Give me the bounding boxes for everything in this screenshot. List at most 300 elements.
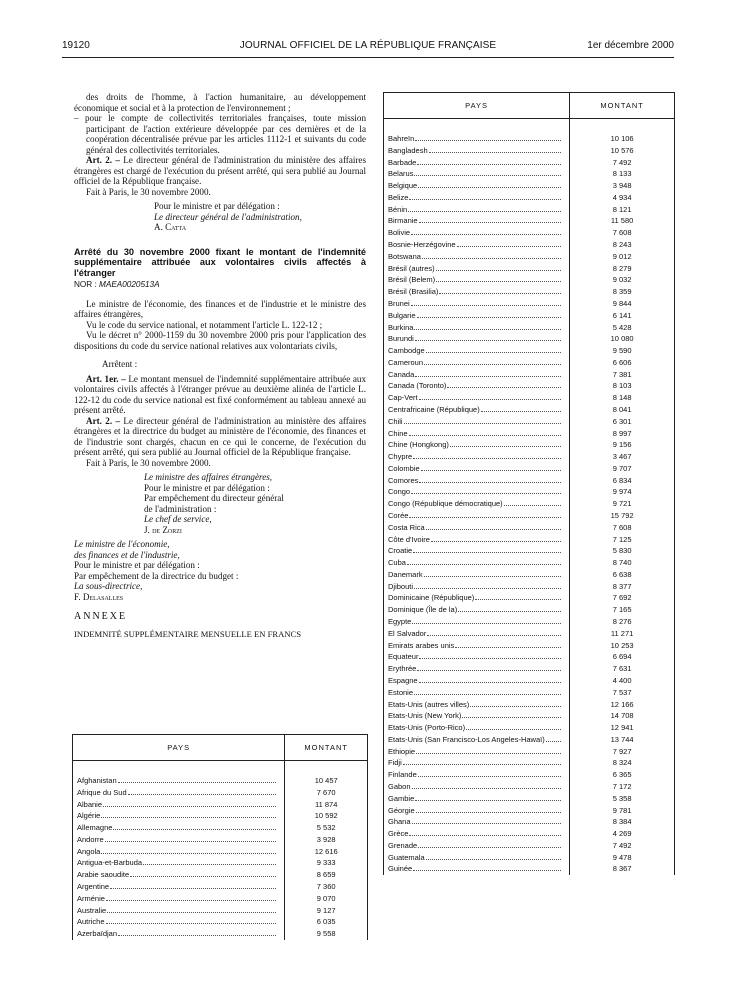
table-row bbox=[384, 404, 675, 416]
pays-name: Brunei bbox=[388, 298, 410, 308]
pays-name: Etats-Unis (New York) bbox=[388, 711, 462, 721]
montant-cell: 10 576 bbox=[610, 145, 634, 155]
table-row bbox=[73, 834, 368, 846]
montant-cell: 14 708 bbox=[610, 711, 634, 721]
dot-leader bbox=[412, 816, 562, 824]
montant-cell: 7 492 bbox=[612, 840, 632, 850]
pays-name: Guinée bbox=[388, 864, 413, 874]
pays-wrap bbox=[388, 486, 561, 498]
table-row bbox=[384, 769, 675, 781]
table-row bbox=[384, 628, 675, 640]
montant-cell: 6 694 bbox=[612, 652, 632, 662]
dot-leader bbox=[546, 734, 562, 742]
pays-wrap bbox=[77, 775, 276, 787]
pays-name: Dominicaine (République) bbox=[388, 593, 475, 603]
pays-cell bbox=[384, 663, 570, 675]
pays-name: Géorgie bbox=[388, 805, 415, 815]
pays-name: Finlande bbox=[388, 770, 417, 780]
dot-leader bbox=[128, 787, 277, 795]
sig-emp-1: Par empêchement du directeur général bbox=[144, 493, 284, 503]
pays-wrap bbox=[388, 274, 561, 286]
pays-wrap bbox=[77, 822, 276, 834]
pays-wrap bbox=[388, 428, 561, 440]
montant-cell: 7 608 bbox=[612, 522, 632, 532]
pays-name: Brésil (Brasilia) bbox=[388, 287, 439, 297]
pays-cell bbox=[73, 822, 285, 834]
montant-cell: 7 692 bbox=[612, 593, 632, 603]
table-row bbox=[73, 775, 368, 787]
pays-wrap bbox=[388, 687, 561, 699]
art1-label: Art. 1er. – bbox=[86, 373, 126, 384]
montant-cell: 10 592 bbox=[314, 811, 338, 821]
table-row bbox=[73, 787, 368, 799]
pays-cell bbox=[73, 857, 285, 869]
table-row bbox=[384, 392, 675, 404]
pays-cell bbox=[73, 916, 285, 928]
pays-cell bbox=[384, 227, 570, 239]
pays-name: Belize bbox=[388, 192, 409, 202]
montant-cell: 12 166 bbox=[610, 699, 634, 709]
dot-leader bbox=[439, 286, 561, 294]
pays-wrap bbox=[388, 168, 561, 180]
montant-cell: 5 428 bbox=[612, 322, 632, 332]
pays-wrap bbox=[388, 357, 561, 369]
pays-wrap bbox=[388, 557, 561, 569]
dot-leader bbox=[118, 775, 277, 783]
pays-wrap bbox=[388, 604, 561, 616]
dot-leader bbox=[422, 251, 561, 259]
pays-name: Cameroun bbox=[388, 357, 424, 367]
pays-cell bbox=[384, 746, 570, 758]
pays-name: Guatemala bbox=[388, 852, 425, 862]
pays-wrap bbox=[388, 510, 561, 522]
montant-cell: 9 558 bbox=[316, 929, 336, 939]
pays-cell bbox=[384, 710, 570, 722]
pays-cell bbox=[73, 893, 285, 905]
montant-cell: 8 359 bbox=[612, 287, 632, 297]
pays-name: Argentine bbox=[77, 882, 110, 892]
table-row bbox=[384, 192, 675, 204]
montant-cell: 9 707 bbox=[612, 463, 632, 473]
table-row bbox=[73, 881, 368, 893]
table-row bbox=[384, 616, 675, 628]
table-row bbox=[384, 840, 675, 852]
pays-name: Dominique (Île de la) bbox=[388, 605, 458, 615]
pays-wrap bbox=[388, 263, 561, 275]
montant-cell: 5 532 bbox=[316, 823, 336, 833]
dot-leader bbox=[414, 168, 561, 176]
pays-name: Andorre bbox=[77, 834, 104, 844]
table-row bbox=[384, 557, 675, 569]
pays-wrap bbox=[388, 699, 561, 711]
table-row bbox=[384, 746, 675, 758]
col-pays-header: PAYS bbox=[73, 735, 285, 761]
pays-wrap bbox=[388, 333, 561, 345]
pays-cell bbox=[384, 357, 570, 369]
table-row bbox=[384, 439, 675, 451]
pays-cell bbox=[73, 810, 285, 822]
montant-cell: 5 358 bbox=[612, 793, 632, 803]
prev-art2-text: Le directeur général de l'administration du ministère des affaires étrangères est chargé de l'exécution du présent arrêté, qui sera publié au Journal officiel de la République française. bbox=[74, 155, 367, 186]
montant-cell: 8 121 bbox=[612, 204, 632, 214]
pays-cell bbox=[384, 322, 570, 334]
montant-cell: 11 271 bbox=[610, 628, 634, 638]
dot-leader bbox=[409, 510, 561, 518]
dot-leader bbox=[408, 204, 561, 212]
montant-cell: 10 106 bbox=[610, 134, 634, 143]
pays-name: Fidji bbox=[388, 758, 402, 768]
dot-leader bbox=[415, 793, 561, 801]
pays-name: Chili bbox=[388, 416, 403, 426]
pays-cell bbox=[384, 286, 570, 298]
dot-leader bbox=[411, 227, 561, 235]
pays-cell bbox=[384, 369, 570, 381]
pays-wrap bbox=[388, 133, 561, 145]
dot-leader bbox=[413, 863, 561, 871]
dot-leader bbox=[470, 699, 561, 707]
table-row bbox=[384, 333, 675, 345]
pays-cell bbox=[384, 392, 570, 404]
arrete-p1: Le ministre de l'économie, des finances et de l'industrie et le ministre des affaires étrangères, bbox=[74, 298, 366, 319]
table-row bbox=[384, 180, 675, 192]
montant-cell: 9 127 bbox=[316, 905, 336, 915]
pays-name: Bénin bbox=[388, 204, 408, 214]
pays-name: Burundi bbox=[388, 334, 414, 344]
montant-cell: 6 834 bbox=[612, 475, 632, 485]
dot-leader bbox=[106, 916, 277, 924]
dot-leader bbox=[418, 180, 561, 188]
table-row bbox=[384, 604, 675, 616]
pays-name: Emirats arabes unis bbox=[388, 640, 455, 650]
dot-leader bbox=[107, 905, 276, 913]
montant-cell: 9 721 bbox=[612, 499, 632, 509]
montant-cell: 7 165 bbox=[612, 605, 632, 615]
pays-cell bbox=[384, 251, 570, 263]
prev-sig-3: A. Catta bbox=[154, 222, 187, 232]
pays-cell bbox=[384, 734, 570, 746]
pays-wrap bbox=[388, 840, 561, 852]
pays-wrap bbox=[388, 439, 561, 451]
montant-cell: 6 638 bbox=[612, 569, 632, 579]
page-header bbox=[62, 40, 674, 54]
pays-wrap bbox=[388, 404, 561, 416]
dot-leader bbox=[414, 322, 561, 330]
dot-leader bbox=[450, 439, 561, 447]
dot-leader bbox=[431, 534, 561, 542]
pays-wrap bbox=[77, 810, 276, 822]
pays-wrap bbox=[388, 369, 561, 381]
pays-name: Azerbaïdjan bbox=[77, 929, 118, 939]
pays-cell bbox=[384, 828, 570, 840]
table-row bbox=[384, 852, 675, 864]
dot-leader bbox=[426, 522, 562, 530]
dot-leader bbox=[413, 451, 561, 459]
pays-name: Belgique bbox=[388, 181, 418, 191]
pays-name: Chine (Hongkong) bbox=[388, 440, 449, 450]
dot-leader bbox=[419, 392, 562, 400]
pays-name: Gambie bbox=[388, 793, 415, 803]
pays-wrap bbox=[388, 663, 561, 675]
pays-cell bbox=[384, 722, 570, 734]
dot-leader bbox=[419, 475, 561, 483]
pays-name: Canada bbox=[388, 369, 415, 379]
pays-name: Grèce bbox=[388, 829, 409, 839]
dot-leader bbox=[436, 274, 561, 282]
pays-wrap bbox=[388, 816, 561, 828]
dot-leader bbox=[436, 263, 562, 271]
montant-cell: 8 997 bbox=[612, 428, 632, 438]
table-row bbox=[384, 522, 675, 534]
montant-cell: 8 133 bbox=[612, 169, 632, 179]
dot-leader bbox=[409, 828, 561, 836]
montant-cell: 6 035 bbox=[316, 917, 336, 927]
pays-name: Afrique du Sud bbox=[77, 787, 127, 797]
pays-name: Chypre bbox=[388, 452, 413, 462]
pays-cell bbox=[384, 687, 570, 699]
pays-name: El Salvador bbox=[388, 628, 427, 638]
pays-wrap bbox=[388, 757, 561, 769]
pays-wrap bbox=[388, 828, 561, 840]
pays-wrap bbox=[388, 451, 561, 463]
montant-cell: 4 269 bbox=[612, 829, 632, 839]
pays-wrap bbox=[77, 799, 276, 811]
prev-sig-2: Le directeur général de l'administration, bbox=[154, 211, 302, 222]
pays-wrap bbox=[388, 239, 561, 251]
montant-cell: 8 041 bbox=[612, 404, 632, 414]
pays-cell bbox=[384, 404, 570, 416]
pays-wrap bbox=[77, 834, 276, 846]
montant-cell: 7 172 bbox=[612, 781, 632, 791]
montant-cell: 4 934 bbox=[612, 192, 632, 202]
montant-cell: 13 744 bbox=[610, 734, 634, 744]
pays-name: Afghanistan bbox=[77, 776, 117, 785]
pays-name: Burkina bbox=[388, 322, 414, 332]
pays-wrap bbox=[388, 569, 561, 581]
table-row bbox=[384, 651, 675, 663]
table-row bbox=[384, 168, 675, 180]
pays-cell bbox=[384, 510, 570, 522]
montant-cell: 8 740 bbox=[612, 558, 632, 568]
arrete-fait: Fait à Paris, le 30 novembre 2000. bbox=[86, 457, 211, 468]
montant-cell: 5 830 bbox=[612, 546, 632, 556]
dot-leader bbox=[426, 852, 562, 860]
dot-leader bbox=[424, 569, 562, 577]
pays-name: Etats-Unis (San Francisco-Los Angeles-Hawaï) bbox=[388, 734, 545, 744]
pays-cell bbox=[73, 846, 285, 858]
pays-name: Angola bbox=[77, 846, 101, 856]
pays-name: Arabie saoudite bbox=[77, 870, 130, 880]
table-row bbox=[384, 545, 675, 557]
montant-cell: 8 276 bbox=[612, 617, 632, 627]
pays-name: Cuba bbox=[388, 558, 406, 568]
table-row bbox=[384, 239, 675, 251]
dot-leader bbox=[411, 486, 561, 494]
table-row bbox=[384, 133, 675, 145]
pays-cell bbox=[384, 769, 570, 781]
pays-wrap bbox=[388, 534, 561, 546]
table-row bbox=[73, 916, 368, 928]
pays-wrap bbox=[388, 192, 561, 204]
dot-leader bbox=[101, 810, 276, 818]
pays-cell bbox=[384, 133, 570, 145]
page-number: 19120 bbox=[62, 40, 90, 51]
pays-cell bbox=[384, 239, 570, 251]
table-row bbox=[384, 640, 675, 652]
dot-leader bbox=[475, 592, 561, 600]
montant-cell: 8 384 bbox=[612, 817, 632, 827]
pays-cell bbox=[384, 651, 570, 663]
sig-minister-1: Le ministre des affaires étrangères, bbox=[144, 472, 273, 482]
montant-cell: 8 367 bbox=[612, 864, 632, 874]
pays-cell bbox=[73, 787, 285, 799]
dot-leader bbox=[417, 663, 561, 671]
art1-text: Le montant mensuel de l'indemnité supplémentaire attribuée aux volontaires civils affectés à l'étranger prévue au deuxième alinéa de l'article L. 122-12 du code du service national est fixé conformément au tableau annexé au présent arrêté. bbox=[74, 373, 366, 415]
pays-name: Ethiopie bbox=[388, 746, 416, 756]
table-row bbox=[384, 498, 675, 510]
pays-name: Algérie bbox=[77, 811, 101, 821]
pays-wrap bbox=[77, 881, 276, 893]
pays-cell bbox=[384, 475, 570, 487]
dot-leader bbox=[418, 840, 561, 848]
pays-wrap bbox=[388, 392, 561, 404]
table-row bbox=[384, 451, 675, 463]
table-header-row bbox=[384, 93, 675, 119]
sig-chef: Le chef de service, bbox=[144, 514, 212, 524]
dot-leader bbox=[409, 428, 562, 436]
table-row bbox=[384, 569, 675, 581]
pays-cell bbox=[73, 834, 285, 846]
prev-art2-label: Art. 2. – bbox=[86, 155, 120, 165]
table-row bbox=[384, 510, 675, 522]
dot-leader bbox=[110, 881, 276, 889]
pays-name: Etats-Unis (Porto-Rico) bbox=[388, 723, 466, 733]
pays-wrap bbox=[388, 180, 561, 192]
pays-cell bbox=[384, 180, 570, 192]
montant-cell: 3 948 bbox=[612, 181, 632, 191]
montant-cell: 12 616 bbox=[314, 846, 338, 856]
pays-name: Chine bbox=[388, 428, 408, 438]
pays-cell bbox=[384, 333, 570, 345]
pays-name: Etats-Unis (autres villes) bbox=[388, 699, 470, 709]
pays-wrap bbox=[388, 628, 561, 640]
sig-deleg-1: Pour le ministre et par délégation : bbox=[144, 482, 270, 493]
nor-value: MAEA0020513A bbox=[99, 280, 160, 289]
dot-leader bbox=[455, 640, 561, 648]
pays-name: Australie bbox=[77, 905, 107, 915]
pays-name: Bahreïn bbox=[388, 134, 415, 143]
dot-leader bbox=[426, 345, 562, 353]
spacer-cell bbox=[73, 761, 285, 776]
pays-cell bbox=[384, 534, 570, 546]
table-row bbox=[73, 905, 368, 917]
montant-cell: 3 928 bbox=[316, 834, 336, 844]
pays-wrap bbox=[388, 710, 561, 722]
montant-cell: 6 606 bbox=[612, 357, 632, 367]
pays-wrap bbox=[388, 310, 561, 322]
pays-name: Brésil (Belem) bbox=[388, 275, 436, 285]
pays-cell bbox=[384, 310, 570, 322]
montant-cell: 12 941 bbox=[610, 723, 634, 733]
pays-wrap bbox=[388, 863, 561, 875]
pays-wrap bbox=[388, 852, 561, 864]
montant-cell: 9 032 bbox=[612, 275, 632, 285]
pays-cell bbox=[384, 522, 570, 534]
table-spacer-row bbox=[384, 119, 675, 134]
table-row bbox=[384, 699, 675, 711]
montant-cell: 6 301 bbox=[612, 416, 632, 426]
table-row bbox=[73, 928, 368, 940]
pays-name: Gabon bbox=[388, 781, 411, 791]
sig-minister-2: Le ministre de l'économie, bbox=[74, 539, 170, 549]
pays-name: Corée bbox=[388, 511, 409, 520]
montant-cell: 7 927 bbox=[612, 746, 632, 756]
dot-leader bbox=[414, 687, 561, 695]
sig-minister-2b: des finances et de l'industrie, bbox=[74, 549, 180, 560]
pays-cell bbox=[384, 463, 570, 475]
pays-name: Albanie bbox=[77, 799, 103, 809]
table-row bbox=[384, 215, 675, 227]
table-row bbox=[73, 822, 368, 834]
pays-cell bbox=[73, 905, 285, 917]
header-rule bbox=[62, 57, 674, 58]
pays-name: Centrafricaine (République) bbox=[388, 404, 480, 414]
spacer-cell bbox=[285, 761, 368, 776]
table-row bbox=[384, 274, 675, 286]
dot-leader bbox=[403, 757, 561, 765]
table-row bbox=[384, 828, 675, 840]
pays-name: Belarus bbox=[388, 169, 414, 179]
dot-leader bbox=[411, 298, 562, 306]
arrete-title: Arrêté du 30 novembre 2000 fixant le montant de l'indemnité supplémentaire attribuée aux volontaires civils affectés à l'étranger bbox=[74, 246, 366, 278]
article-2 bbox=[74, 416, 366, 458]
table-row bbox=[384, 722, 675, 734]
pays-cell bbox=[73, 799, 285, 811]
montant-cell: 9 333 bbox=[316, 858, 336, 868]
arrete-p3: Vu le décret n° 2000-1159 du 30 novembre 2000 pris pour l'application des dispositions du code du service national relatives aux volontariats civils, bbox=[74, 330, 366, 351]
montant-cell: 7 537 bbox=[612, 687, 632, 697]
nor-label: NOR : bbox=[74, 280, 97, 289]
pays-cell bbox=[384, 451, 570, 463]
pays-wrap bbox=[388, 215, 561, 227]
prev-article-2 bbox=[74, 155, 366, 187]
dot-leader bbox=[458, 604, 561, 612]
dot-leader bbox=[418, 769, 561, 777]
pays-cell bbox=[384, 168, 570, 180]
annexe-title: ANNEXE bbox=[74, 611, 128, 622]
table-row bbox=[384, 793, 675, 805]
pays-wrap bbox=[388, 722, 561, 734]
pays-wrap bbox=[388, 592, 561, 604]
dot-leader bbox=[113, 822, 276, 830]
table-spacer-row bbox=[73, 761, 368, 776]
pays-cell bbox=[384, 640, 570, 652]
dot-leader bbox=[417, 157, 561, 165]
montant-cell: 8 148 bbox=[612, 393, 632, 403]
pays-cell bbox=[384, 545, 570, 557]
dot-leader bbox=[416, 805, 562, 813]
table-row bbox=[384, 298, 675, 310]
col-pays-header: PAYS bbox=[384, 93, 570, 119]
table-row bbox=[384, 757, 675, 769]
pays-wrap bbox=[77, 787, 276, 799]
pays-name: Erythrée bbox=[388, 664, 417, 674]
montant-cell: 7 360 bbox=[316, 882, 336, 892]
table-row bbox=[384, 157, 675, 169]
dot-leader bbox=[457, 239, 562, 247]
prev-continuation: des droits de l'homme, à l'action humanitaire, au développement économique et social et à la protection de l'environnement ; bbox=[74, 92, 366, 113]
pays-wrap bbox=[388, 805, 561, 817]
pays-name: Arménie bbox=[77, 893, 105, 903]
